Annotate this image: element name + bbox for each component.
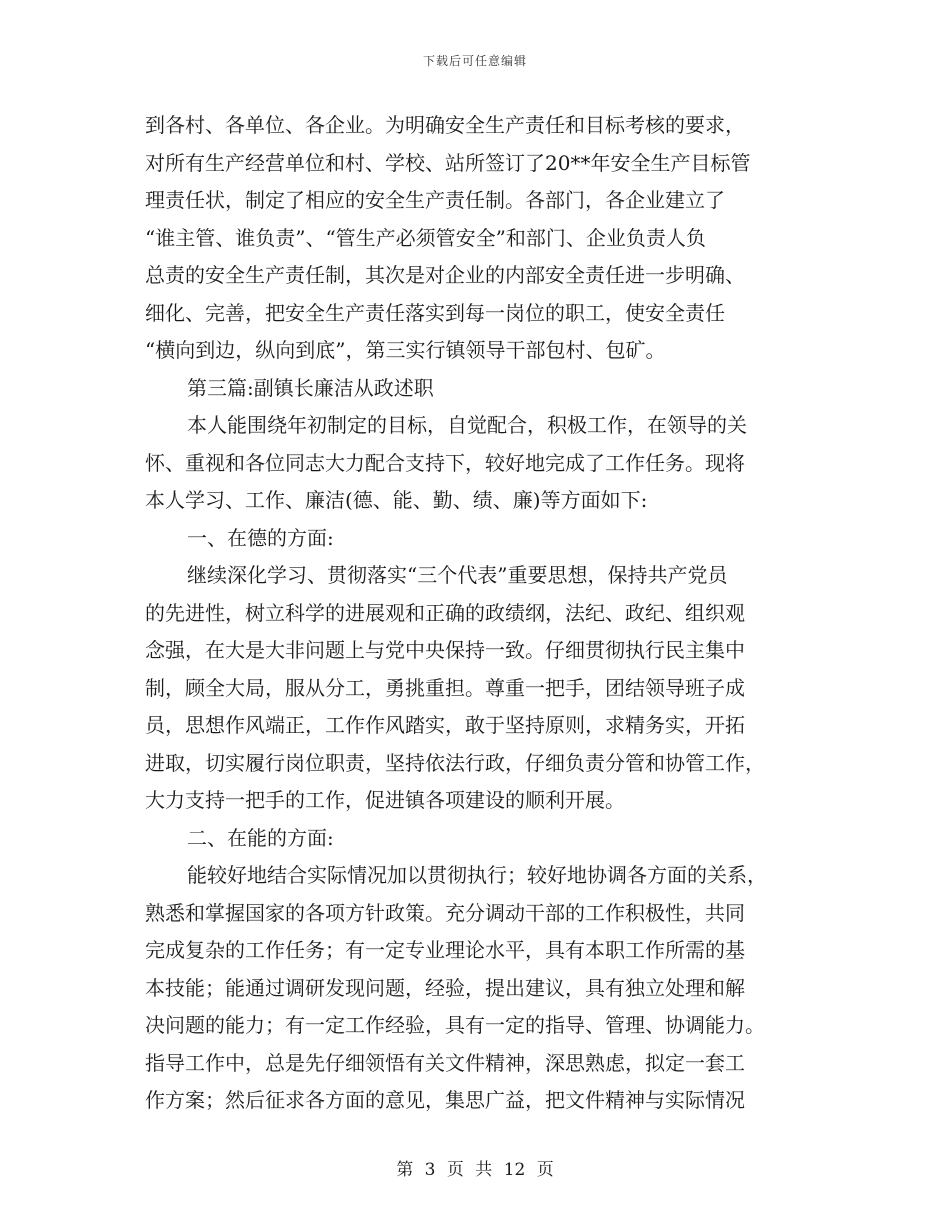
paragraph-line: 理责任状，制定了相应的安全生产责任制。各部门，各企业建立了 — [145, 188, 725, 212]
paragraph-line: 念强，在大是大非问题上与党中央保持一致。仔细贯彻执行民主集中 — [145, 638, 745, 662]
paragraph-line: 作方案；然后征求各方面的意见，集思广益，把文件精神与实际情况 — [145, 1088, 745, 1112]
paragraph-line: 的先进性，树立科学的进展观和正确的政绩纲，法纪、政纪、组织观 — [145, 600, 745, 625]
page-number: 第 3 页 共 12 页 — [396, 1160, 554, 1180]
paragraph-line: 指导工作中，总是先仔细领悟有关文件精神，深思熟虑，拟定一套工 — [145, 1050, 745, 1075]
section-heading: 第三篇:副镇长廉洁从政述职 — [187, 375, 434, 400]
paragraph-line: 员，思想作风端正，工作作风踏实，敢于坚持原则，求精务实，开拓 — [145, 713, 745, 737]
paragraph-line: 完成复杂的工作任务；有一定专业理论水平，具有本职工作所需的基 — [145, 938, 745, 962]
paragraph-line: 本技能；能通过调研发现问题，经验，提出建议，具有独立处理和解 — [145, 975, 745, 1000]
paragraph-line: 细化、完善，把安全生产责任落实到每一岗位的职工，使安全责任 — [145, 300, 725, 325]
subsection-heading: 二、在能的方面: — [187, 825, 334, 850]
paragraph-line: 能较好地结合实际情况加以贯彻执行；较好地协调各方面的关系， — [187, 863, 767, 887]
paragraph-line: 本人能围绕年初制定的目标，自觉配合，积极工作，在领导的关 — [187, 413, 747, 437]
paragraph-line: “谁主管、谁负责”、“管生产必须管安全”和部门、企业负责人负 — [145, 225, 706, 250]
paragraph-line: 对所有生产经营单位和村、学校、站所签订了20**年安全生产目标管 — [145, 150, 751, 175]
subsection-heading: 一、在德的方面: — [187, 525, 334, 550]
paragraph-line: “横向到边，纵向到底”，第三实行镇领导干部包村、包矿。 — [145, 338, 666, 362]
paragraph-line: 到各村、各单位、各企业。为明确安全生产责任和目标考核的要求， — [145, 113, 745, 137]
paragraph-line: 进取，切实履行岗位职责，坚持依法行政，仔细负责分管和协管工作， — [145, 750, 765, 775]
paragraph-line: 怀、重视和各位同志大力配合支持下，较好地完成了工作任务。现将 — [145, 450, 745, 475]
paragraph-line: 熟悉和掌握国家的各项方针政策。充分调动干部的工作积极性，共同 — [145, 900, 745, 925]
header-note: 下载后可任意编辑 — [422, 54, 527, 68]
paragraph-line: 本人学习、工作、廉洁(德、能、勤、绩、廉)等方面如下: — [145, 488, 648, 512]
document-body — [145, 107, 813, 1120]
paragraph-line: 制，顾全大局，服从分工，勇挑重担。尊重一把手，团结领导班子成 — [145, 675, 745, 700]
paragraph-line: 决问题的能力；有一定工作经验，具有一定的指导、管理、协调能力。 — [145, 1013, 765, 1037]
paragraph-line: 继续深化学习、贯彻落实“三个代表”重要思想，保持共产党员 — [187, 563, 728, 587]
paragraph-line: 大力支持一把手的工作，促进镇各项建设的顺利开展。 — [145, 788, 625, 812]
paragraph-line: 总责的安全生产责任制，其次是对企业的内部安全责任进一步明确、 — [145, 263, 745, 287]
